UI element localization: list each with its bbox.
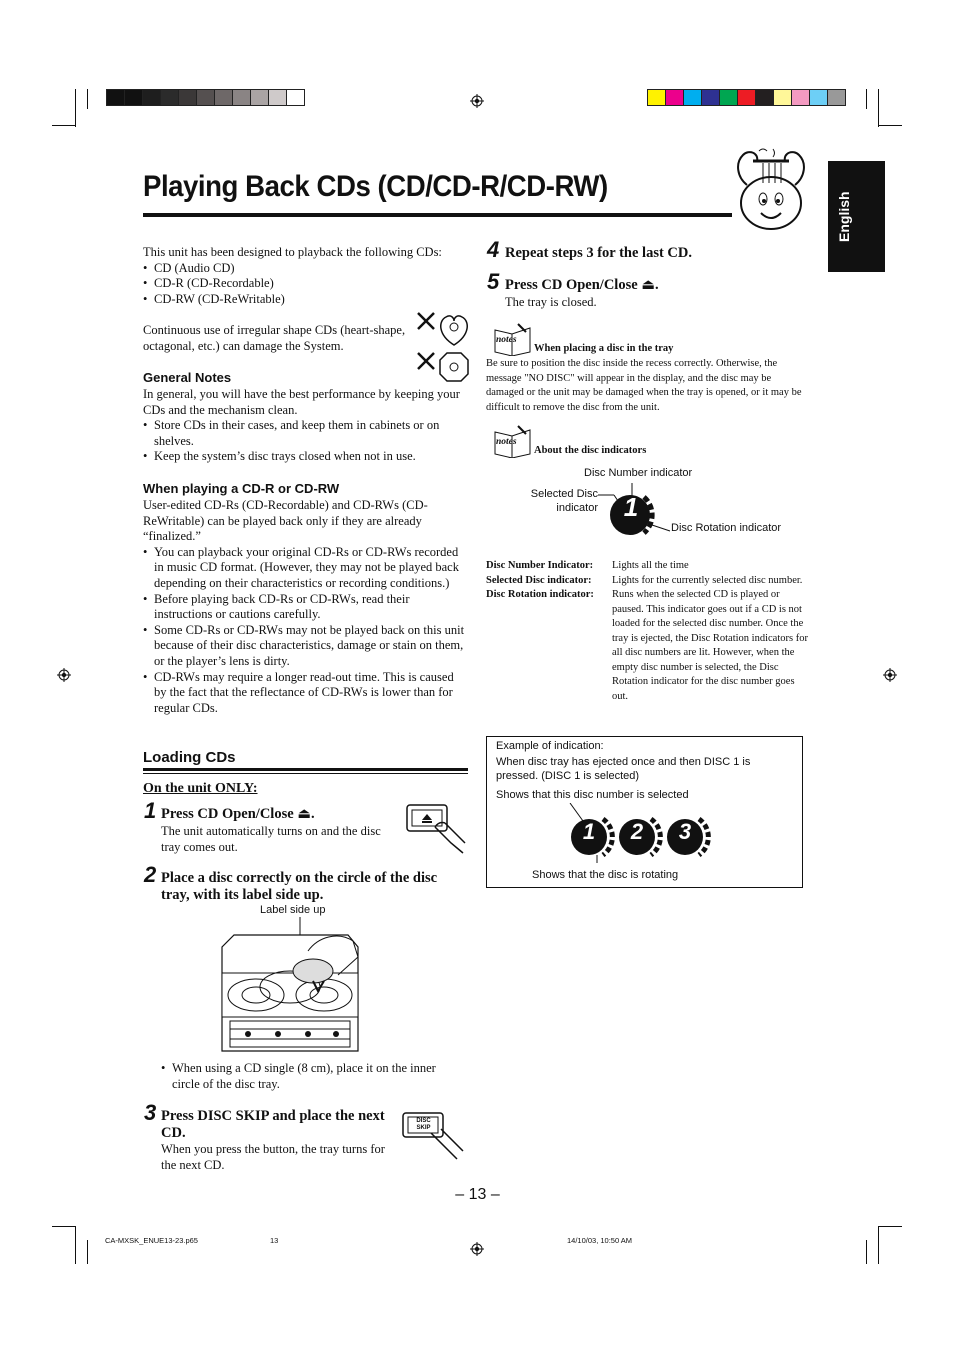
step-3-text: When you press the button, the tray turns for the next CD. (161, 1142, 385, 1172)
definition-row (486, 559, 811, 574)
cd-open-close-button-illustration-icon (405, 803, 469, 855)
step-5-title: Press CD Open/Close ⏏. (505, 277, 659, 293)
crop-mark (87, 89, 88, 109)
footer-date: 14/10/03, 10:50 AM (567, 1236, 633, 1245)
example-disc-number: 3 (678, 819, 692, 844)
list-item: • CD-R (CD-Recordable) (143, 276, 468, 292)
crop-mark (52, 1226, 76, 1227)
color-swatch (737, 89, 756, 106)
note-2-heading: About the disc indicators (534, 445, 647, 456)
color-swatch (665, 89, 684, 106)
example-selected-label: Shows that this disc number is selected (496, 789, 689, 801)
definition-desc: Runs when the selected CD is played or paused. This indicator goes out if a CD is not loaded for the selected disc number. Once the tray is ejected, the Disc Rotation indicators for all disc numbers are lit. However, when the empty disc number is selected, the Disc Rotation indicator for the disc number goes out. (612, 589, 808, 702)
note-1-heading: When placing a disc in the tray (534, 343, 674, 354)
color-swatch (755, 89, 774, 106)
color-swatch (683, 89, 702, 106)
step-5-number: 5 (487, 269, 500, 294)
step-3-title: Press DISC SKIP and place the next CD. (161, 1108, 385, 1141)
loading-heading: Loading CDs (143, 749, 236, 766)
list-item: • Store CDs in their cases, and keep them in cabinets or on shelves. (143, 418, 468, 449)
language-tab-label: English (836, 191, 852, 242)
cdr-heading: When playing a CD-R or CD-RW (143, 481, 340, 496)
crop-mark (878, 1226, 879, 1264)
indicator-definitions (486, 559, 811, 704)
general-notes-section (143, 370, 468, 465)
list-item: • CD-RWs may require a longer read-out time. This is caused by the fact that the reflectance of CD-RWs is lower than for regular CDs. (143, 670, 468, 717)
irregular-warning-text: Continuous use of irregular shape CDs (heart-shape, octagonal, etc.) can damage the System. (143, 323, 406, 353)
registration-mark-icon (57, 668, 71, 682)
list-item: • Keep the system’s disc trays closed when not in use. (143, 449, 468, 465)
loading-rule (143, 768, 468, 771)
definition-term: Selected Disc indicator: (486, 574, 592, 586)
definition-desc: Lights for the currently selected disc number. (612, 574, 803, 586)
color-swatch (286, 89, 305, 106)
lyre-mascot-icon (733, 147, 809, 233)
definition-term: Disc Rotation indicator: (486, 589, 594, 600)
color-swatch (196, 89, 215, 106)
color-swatch (214, 89, 233, 106)
crop-mark (52, 125, 76, 126)
example-text: When disc tray has ejected once and then DISC 1 is pressed. (DISC 1 is selected) (496, 756, 751, 782)
list-item: • When using a CD single (8 cm), place it on the inner circle of the disc tray. (161, 1061, 461, 1092)
crop-mark (866, 89, 867, 109)
color-swatch (809, 89, 828, 106)
color-swatch (250, 89, 269, 106)
footer-page: 13 (270, 1236, 279, 1245)
intro-section (143, 245, 468, 307)
color-swatch (791, 89, 810, 106)
step-1-title: Press CD Open/Close ⏏. (161, 806, 315, 822)
crop-mark (866, 1240, 867, 1264)
color-swatch (701, 89, 720, 106)
label-side-up-caption: Label side up (260, 904, 326, 916)
step-2-title: Place a disc correctly on the circle of the disc tray, with its label side up. (161, 870, 438, 903)
footer-filename: CA-MXSK_ENUE13-23.p65 (105, 1236, 198, 1245)
crop-mark (87, 1240, 88, 1264)
crop-mark (878, 89, 879, 127)
disc-number-indicator-label: Disc Number indicator (584, 467, 693, 479)
notes-badge-label: notes (496, 335, 517, 345)
example-disc-number: 2 (630, 819, 644, 844)
list-item: • CD (Audio CD) (143, 261, 468, 277)
color-swatch (773, 89, 792, 106)
title-rule (143, 213, 732, 217)
page-title: Playing Back CDs (CD/CD-R/CD-RW) (143, 170, 608, 203)
list-item: • You can playback your original CD-Rs or CD-RWs recorded in music CD format. (However, they may not be played back depending on their characteristics or recording conditions.) (143, 545, 468, 592)
cdr-section (143, 481, 468, 716)
crop-mark (878, 125, 902, 126)
notes-badge-label: notes (496, 437, 517, 447)
list-item: • Some CD-Rs or CD-RWs may not be played back on this unit because of their disc characteristics, damage or stain on them, or the player’s lens is dirty. (143, 623, 468, 670)
example-rotating-label: Shows that the disc is rotating (532, 869, 679, 881)
color-swatch (647, 89, 666, 106)
unit-only-subheading: On the unit ONLY: (143, 781, 258, 796)
color-swatch (268, 89, 287, 106)
registration-mark-icon (470, 94, 484, 108)
definition-row (486, 574, 811, 589)
language-tab (828, 161, 885, 272)
selected-disc-indicator-label: Selected Disc indicator (530, 488, 598, 514)
definition-row (486, 588, 811, 704)
color-swatch (232, 89, 251, 106)
crop-mark (878, 1226, 902, 1227)
disc-indicator-number: 1 (623, 492, 639, 522)
color-swatch (142, 89, 161, 106)
list-item: • CD-RW (CD-ReWritable) (143, 292, 468, 308)
color-swatch (106, 89, 125, 106)
example-box (486, 736, 803, 888)
notes-badge (492, 322, 534, 356)
list-item: • Before playing back CD-Rs or CD-RWs, read their instructions or cautions carefully. (143, 592, 468, 623)
definition-term: Disc Number Indicator: (486, 560, 594, 571)
step-3-number: 3 (144, 1100, 157, 1125)
general-notes-heading: General Notes (143, 370, 232, 385)
loading-rule-thin (143, 773, 468, 774)
note-1-text: Be sure to position the disc inside the recess correctly. Otherwise, the message "NO DISC" will appear in the display, and the disc may be damaged or the unit may be damaged when the tray is opened, or it may be difficult to remove the disc from the unit. (486, 358, 802, 413)
color-swatch (719, 89, 738, 106)
registration-mark-icon (470, 1242, 484, 1256)
step-4-title: Repeat steps 3 for the last CD. (505, 245, 692, 261)
registration-mark-icon (883, 668, 897, 682)
color-swatch (827, 89, 846, 106)
color-swatch (124, 89, 143, 106)
step-5-text: The tray is closed. (505, 295, 597, 309)
example-disc-number: 1 (582, 819, 596, 844)
color-swatch (160, 89, 179, 106)
disc-tray-illustration (218, 917, 363, 1057)
step-1-number: 1 (144, 798, 157, 823)
general-notes-text: In general, you will have the best performance by keeping your CDs and the mechanism clean. (143, 387, 460, 417)
crop-mark (75, 1226, 76, 1264)
disc-rotation-indicator-label: Disc Rotation indicator (671, 522, 782, 534)
definition-desc: Lights all the time (612, 560, 689, 571)
disc-skip-label: DISC SKIP (416, 1118, 431, 1131)
page-number: – 13 – (455, 1186, 500, 1203)
disc-skip-button-illustration (401, 1111, 467, 1161)
cdr-text: User-edited CD-Rs (CD-Recordable) and CD-RWs (CD-ReWritable) can be played back only if they are already “finalized.” (143, 498, 428, 544)
intro-text: This unit has been designed to playback the following CDs: (143, 245, 442, 259)
step-2-number: 2 (144, 862, 157, 887)
step-4-number: 4 (487, 237, 500, 262)
step-1-text: The unit automatically turns on and the disc tray comes out. (161, 824, 381, 854)
irregular-warning-section (143, 323, 423, 354)
notes-badge (492, 424, 534, 458)
example-heading: Example of indication: (496, 740, 604, 752)
crop-mark (75, 89, 76, 127)
color-swatch (178, 89, 197, 106)
